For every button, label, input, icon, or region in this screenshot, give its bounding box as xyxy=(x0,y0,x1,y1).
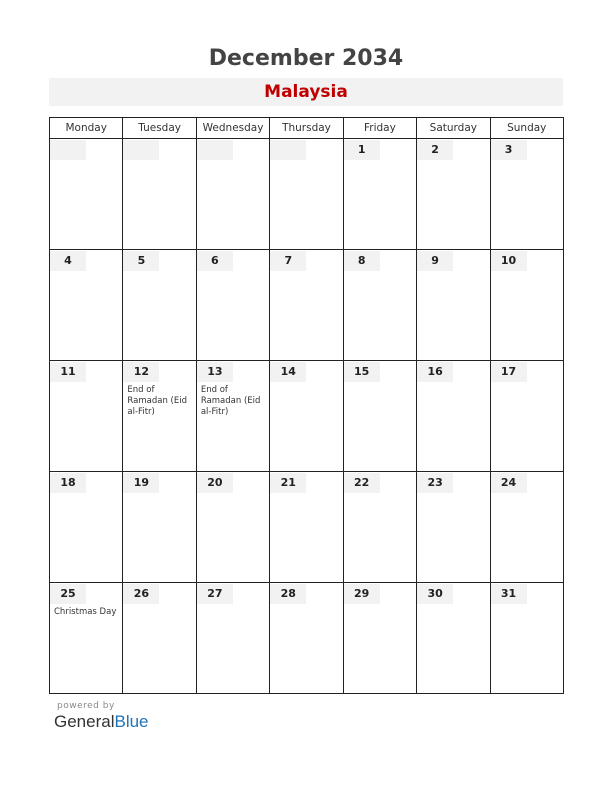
day-number: 9 xyxy=(417,251,453,271)
weekday-header-row xyxy=(50,118,564,139)
day-number: 5 xyxy=(123,251,159,271)
day-cell xyxy=(123,250,196,361)
holiday-label: End of Ramadan (Eid al-Fitr) xyxy=(127,385,187,417)
day-number: 3 xyxy=(491,140,527,160)
day-number: 25 xyxy=(50,584,86,604)
generalblue-logo[interactable] xyxy=(54,712,149,732)
country-name: Malaysia xyxy=(264,82,348,102)
day-number: 15 xyxy=(344,362,380,382)
day-cell xyxy=(490,139,563,250)
day-number xyxy=(197,140,233,160)
day-cell xyxy=(490,472,563,583)
day-cell xyxy=(50,250,123,361)
calendar-grid xyxy=(49,117,564,694)
day-cell xyxy=(270,472,343,583)
day-number: 27 xyxy=(197,584,233,604)
holiday-label: Christmas Day xyxy=(54,607,117,617)
day-cell xyxy=(417,472,490,583)
day-number: 22 xyxy=(344,473,380,493)
day-cell xyxy=(417,361,490,472)
day-cell xyxy=(50,583,123,694)
day-number: 7 xyxy=(270,251,306,271)
day-number xyxy=(123,140,159,160)
day-cell xyxy=(196,250,269,361)
day-number: 31 xyxy=(491,584,527,604)
day-number: 24 xyxy=(491,473,527,493)
day-cell-empty xyxy=(270,139,343,250)
day-cell xyxy=(196,583,269,694)
day-number: 11 xyxy=(50,362,86,382)
day-cell xyxy=(490,361,563,472)
day-cell xyxy=(50,472,123,583)
day-number: 26 xyxy=(123,584,159,604)
powered-by-text: powered by xyxy=(57,701,115,711)
weekday-header: Tuesday xyxy=(123,118,196,139)
weekday-header: Monday xyxy=(50,118,123,139)
day-number: 30 xyxy=(417,584,453,604)
day-cell xyxy=(270,361,343,472)
weekday-header: Saturday xyxy=(417,118,490,139)
day-cell xyxy=(343,139,416,250)
brand-blue-text: Blue xyxy=(114,712,149,731)
week-row xyxy=(50,361,564,472)
holiday-label: End of Ramadan (Eid al-Fitr) xyxy=(200,385,261,417)
day-number xyxy=(270,140,306,160)
day-number: 12 xyxy=(123,362,159,382)
day-number: 23 xyxy=(417,473,453,493)
weekday-header: Wednesday xyxy=(196,118,269,139)
week-row xyxy=(50,472,564,583)
day-cell xyxy=(343,250,416,361)
week-row xyxy=(50,250,564,361)
weekday-header: Thursday xyxy=(270,118,343,139)
day-number: 8 xyxy=(344,251,380,271)
day-cell xyxy=(343,583,416,694)
day-cell xyxy=(343,472,416,583)
day-number: 2 xyxy=(417,140,453,160)
day-cell-empty xyxy=(196,139,269,250)
day-cell-empty xyxy=(50,139,123,250)
week-row xyxy=(50,139,564,250)
day-cell xyxy=(417,583,490,694)
day-number: 10 xyxy=(491,251,527,271)
brand-general-text: General xyxy=(54,712,115,731)
day-cell xyxy=(417,250,490,361)
day-cell xyxy=(270,583,343,694)
weekday-header: Friday xyxy=(343,118,416,139)
day-number: 20 xyxy=(197,473,233,493)
day-cell xyxy=(50,361,123,472)
day-cell xyxy=(123,583,196,694)
day-cell xyxy=(270,250,343,361)
day-cell xyxy=(490,583,563,694)
day-number: 1 xyxy=(344,140,380,160)
day-cell xyxy=(123,472,196,583)
weekday-header: Sunday xyxy=(490,118,563,139)
day-cell xyxy=(123,361,196,472)
day-number: 6 xyxy=(197,251,233,271)
day-number: 28 xyxy=(270,584,306,604)
day-number: 21 xyxy=(270,473,306,493)
day-number: 13 xyxy=(197,362,233,382)
day-cell xyxy=(343,361,416,472)
day-number xyxy=(50,140,86,160)
day-cell-empty xyxy=(123,139,196,250)
day-cell xyxy=(196,361,269,472)
country-banner xyxy=(49,78,563,106)
day-number: 4 xyxy=(50,251,86,271)
week-row xyxy=(50,583,564,694)
day-number: 29 xyxy=(344,584,380,604)
day-cell xyxy=(490,250,563,361)
page-title: December 2034 xyxy=(208,46,404,71)
day-cell xyxy=(417,139,490,250)
day-number: 16 xyxy=(417,362,453,382)
day-cell xyxy=(196,472,269,583)
day-number: 18 xyxy=(50,473,86,493)
day-number: 14 xyxy=(270,362,306,382)
day-number: 17 xyxy=(491,362,527,382)
day-number: 19 xyxy=(123,473,159,493)
